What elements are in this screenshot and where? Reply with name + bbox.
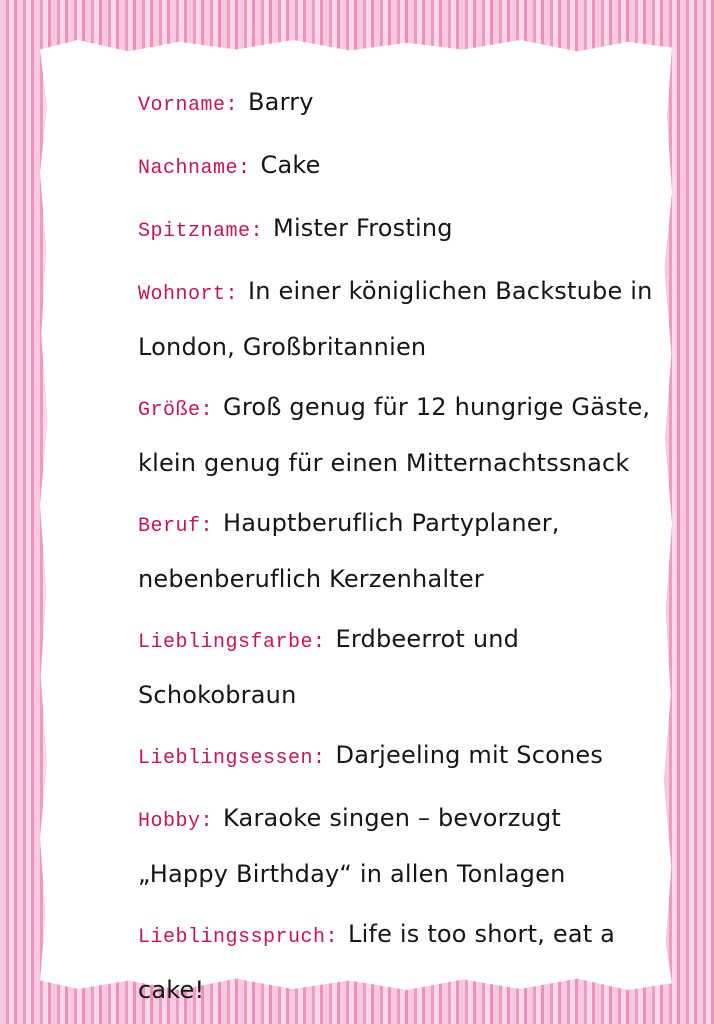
entry-label: Nachname:	[138, 157, 251, 180]
entry-value: Groß genug für 12 hungrige Gäste, klein genug für einen Mitternachtssnack	[138, 393, 651, 477]
entry-nachname	[138, 139, 658, 195]
profile-list	[138, 76, 658, 1024]
entry-label: Lieblingsessen:	[138, 747, 326, 770]
entry-label: Wohnort:	[138, 283, 239, 306]
entry-value: Darjeeling mit Scones	[335, 741, 604, 769]
entry-vorname	[138, 76, 658, 132]
entry-beruf	[138, 497, 658, 606]
entry-spitzname	[138, 202, 658, 258]
entry-value: Hauptberuflich Partyplaner, nebenberuflich Kerzenhalter	[138, 509, 560, 593]
entry-value: Life is too short, eat a cake!	[138, 920, 616, 1004]
entry-value: Erdbeerrot und Schokobraun	[138, 625, 520, 709]
entry-label: Lieblingsfarbe:	[138, 631, 326, 654]
entry-value: Mister Frosting	[273, 214, 453, 242]
entry-label: Größe:	[138, 399, 214, 422]
entry-label: Lieblingsspruch:	[138, 926, 339, 949]
entry-lieblingsessen	[138, 729, 658, 785]
entry-groesse	[138, 381, 658, 490]
entry-wohnort	[138, 265, 658, 374]
entry-value: In einer königlichen Backstube in London, Großbritannien	[138, 277, 653, 361]
entry-label: Vorname:	[138, 94, 239, 117]
entry-value: Cake	[260, 151, 321, 179]
entry-hobby	[138, 792, 658, 901]
entry-label: Hobby:	[138, 810, 214, 833]
entry-value: Barry	[248, 88, 314, 116]
entry-label: Beruf:	[138, 515, 214, 538]
entry-lieblingsfarbe	[138, 613, 658, 722]
entry-label: Spitzname:	[138, 220, 264, 243]
entry-lieblingsspruch	[138, 908, 658, 1017]
entry-value: Karaoke singen – bevorzugt „Happy Birthday“ in allen Tonlagen	[138, 804, 566, 888]
